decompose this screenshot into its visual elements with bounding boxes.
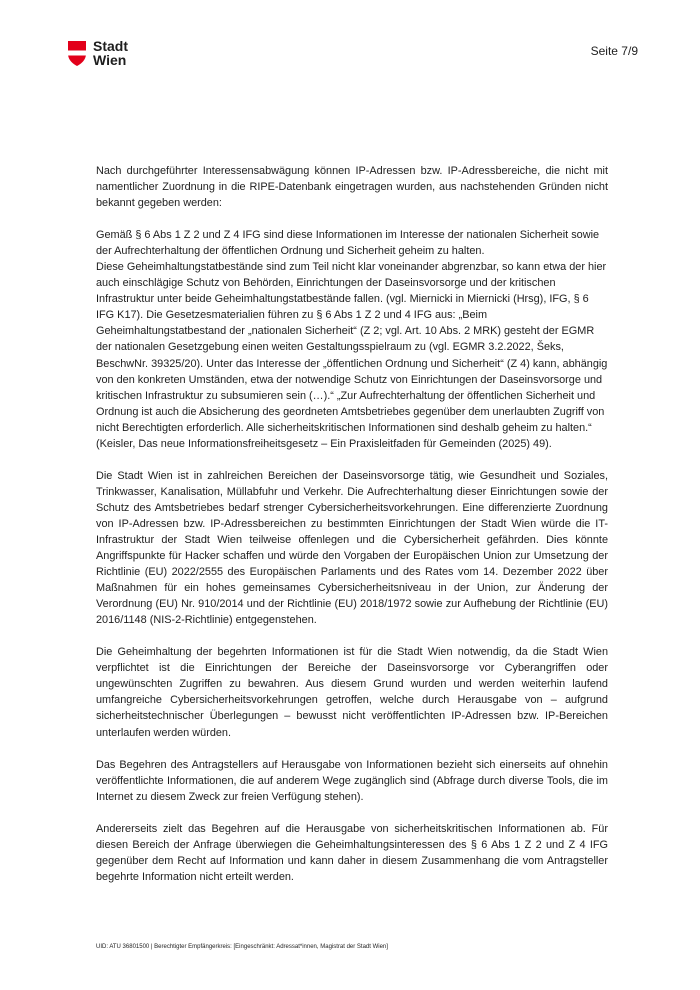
paragraph-legal-basis (96, 227, 608, 452)
page-number: Seite 7/9 (590, 44, 638, 58)
paragraph-antrag-critical-info: Andererseits zielt das Begehren auf die Herausgabe von sicherheitskritischen Informationen ab. Für diesen Bereich der Anfrage überwiegen die Geheimhaltungsinteressen des § 6 Abs 1 Z 2 und Z 4 IFG gegenüber dem Recht auf Information und kann daher in diesem Zusammenhang die vom Antragsteller begehrte Information nicht erteilt werden. (96, 822, 608, 883)
legal-basis-statement: Gemäß § 6 Abs 1 Z 2 und Z 4 IFG sind diese Informationen im Interesse der nationalen Sicherheit sowie der Aufrechterhaltung der öffentlichen Ordnung und Sicherheit geheim zu halten. (96, 229, 600, 258)
paragraph-geheimhaltung: Die Geheimhaltung der begehrten Informationen ist für die Stadt Wien notwendig, da die Stadt Wien verpflichtet ist die Einrichtungen der Bereiche der Daseinsvorsorge vor Cyberangriffen oder ungewünschten Zugriffen zu bewahren. Aus diesem Grund wurden und werden weiterhin laufend umfangreiche Cybersicherheitsvorkehrungen getroffen, welche durch Herausgabe von – aufgrund sicherheitstechnischer Überlegungen – bewusst nicht veröffentlichten IP-Adressen bzw. IP-Bereichen unterlaufen werden würden. (96, 646, 608, 739)
footer-uid: UID: ATU 36801500 | Berechtigter Empfängerkreis: [Eingeschränkt: Adressat*innen, Magistrat der Stadt Wien] (96, 944, 388, 950)
paragraph-daseinsvorsorge: Die Stadt Wien ist in zahlreichen Bereichen der Daseinsvorsorge tätig, wie Gesundheit und Soziales, Trinkwasser, Kanalisation, Müllabfuhr und Verkehr. Die Aufrechterhaltung dieser Einrichtungen sowie der Schutz des Amtsbetriebes bedarf strenger Cybersicherheitsvorkehrungen. Eine differenzierte Zuordnung von IP-Adressen bzw. IP-Adressbereichen zu bestimmten Einrichtungen der Stadt Wien würde die IT-Infrastruktur der Stadt Wien teilweise offenlegen und die Cybersicherheit gefährden. Dies könnte Angriffspunkte für Hacker schaffen und würde den Vorgaben der Europäischen Union zur Umsetzung der Richtlinie (EU) 2022/2555 des Europäischen Parlaments und des Rates vom 14. Dezember 2022 über Maßnahmen für ein hohes gemeinsames Cybersicherheitsniveau in der Union, zur Änderung der Verordnung (EU) Nr. 910/2014 und der Richtlinie (EU) 2018/1972 sowie zur Aufhebung der Richtlinie (EU) 2016/1148 (NIS-2-Richtlinie) entgegenstehen. (96, 469, 608, 627)
logo-line-wien: Wien (93, 51, 127, 68)
document-body (96, 163, 608, 901)
logo-line-stadt: Stadt (93, 38, 128, 54)
paragraph-intro: Nach durchgeführter Interessensabwägung können IP-Adressen bzw. IP-Adressbereiche, die nicht mit namentlicher Zuordnung in die RIPE-Datenbank eingetragen wurden, aus nachstehenden Gründen nicht bekannt gegeben werden: (96, 165, 608, 210)
vienna-shield-icon (67, 40, 87, 67)
stadt-wien-logo (67, 40, 128, 67)
legal-basis-explanation: Diese Geheimhaltungstatbestände sind zum Teil nicht klar voneinander abgrenzbar, so kann etwa der hier auch einschlägige Schutz von Behörden, Einrichtungen der Daseinsvorsorge und der kritischen Infrastruktur unter beide Geheimhaltungstatbestände fallen. (vgl. Miernicki in Miernicki (Hrsg), IFG, § 6 IFG K17). Die Gesetzesmaterialien führen zu § 6 Abs 1 Z 2 und 4 IFG aus: „Beim Geheimhaltungstatbestand der „nationalen Sicherheit“ (Z 2; vgl. Art. 10 Abs. 2 MRK) gesteht der EGMR der nationalen Gesetzgebung einen weiten Gestaltungsspielraum zu (vgl. EGMR 3.2.2022, Šeks, BeschwNr. 39325/20). Unter das Interesse der „öffentlichen Ordnung und Sicherheit“ (Z 4) kann, abhängig von den konkreten Umständen, etwa der notwendige Schutz von Einrichtungen der Daseinsvorsorge und kritischen Infrastruktur zu subsumieren sein (…).“ „Zur Aufrechterhaltung der öffentlichen Sicherheit und Ordnung ist auch die Absicherung des geordneten Amtsbetriebes gegenüber dem unerlaubten Zugriff von nicht Berechtigten erforderlich. Alle sicherheitskritischen Informationen sind deshalb geheim zu halten.“ (Keisler, Das neue Informationsfreiheitsgesetz – Ein Praxisleitfaden für Gemeinden (2025) 49). (96, 261, 608, 450)
logo-wordmark (93, 40, 128, 67)
paragraph-antrag-public-info: Das Begehren des Antragstellers auf Herausgabe von Informationen bezieht sich einerseits auf ohnehin veröffentlichte Informationen, die auf anderem Wege zugänglich sind (Abfrage durch diverse Tools, die im Internet zu diesem Zweck zur freien Verfügung stehen). (96, 758, 608, 803)
